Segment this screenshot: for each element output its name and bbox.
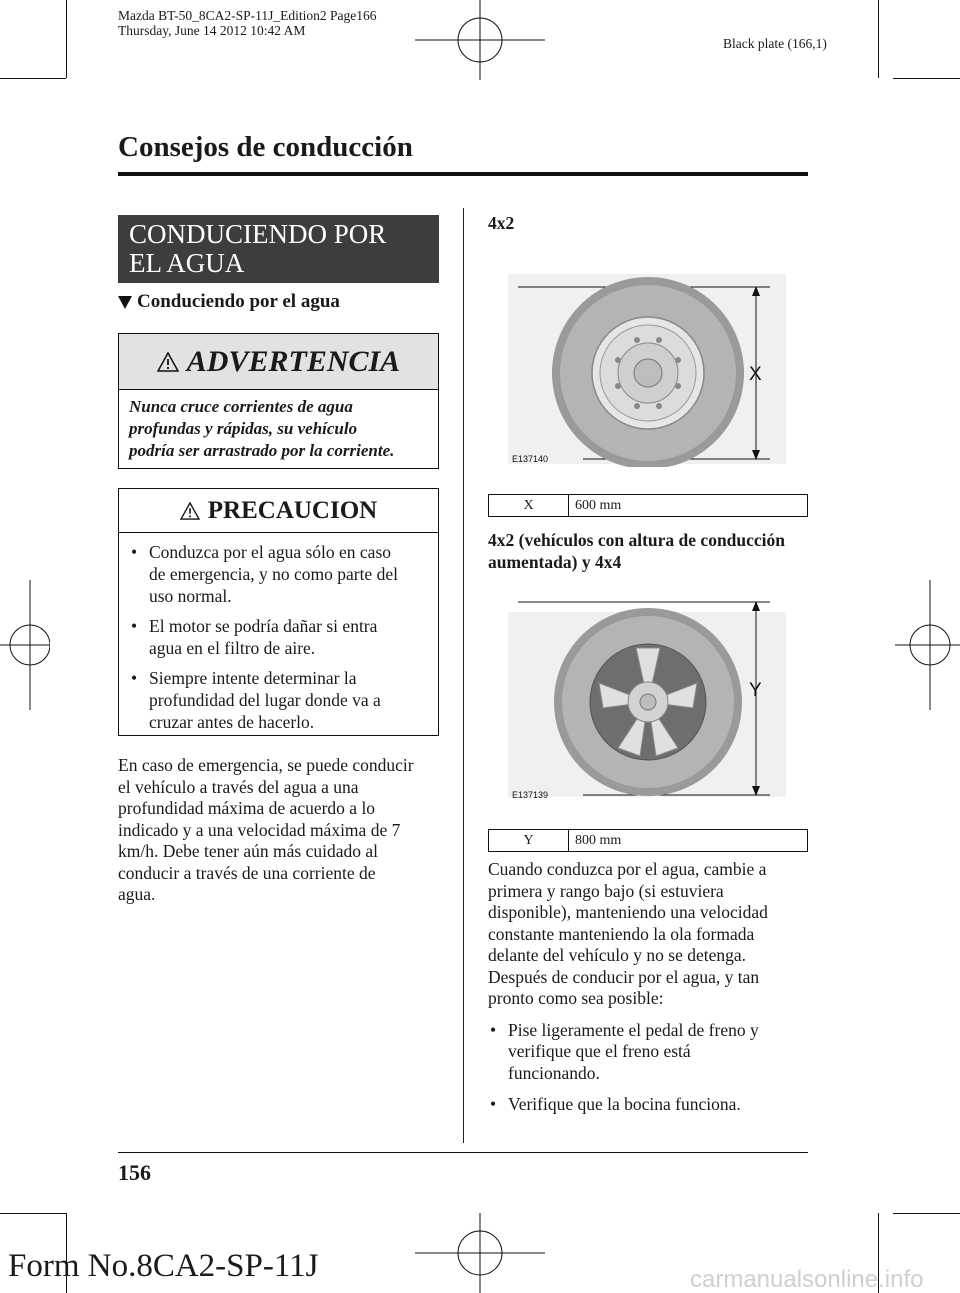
section-rule: [118, 172, 808, 176]
crop-mark: [66, 0, 67, 78]
registration-mark-left: [0, 580, 50, 710]
caution-header: [119, 489, 438, 533]
footer-rule: [118, 1152, 808, 1153]
subheading: [118, 291, 340, 313]
list-item: [131, 541, 430, 607]
figure-2-label-line: 4x2 (vehículos con altura de conducción: [488, 530, 786, 550]
caution-title: PRECAUCION: [207, 496, 378, 524]
paragraph-line: primera y rango bajo (si estuviera: [488, 880, 724, 901]
dimension-y-label: Y: [749, 680, 762, 701]
list-item-line: funcionando.: [508, 1062, 600, 1083]
paragraph-line: Después de conducir por el agua, y tan: [488, 966, 760, 987]
figure-code: E137140: [512, 454, 549, 464]
list-item-line: cruzar antes de hacerlo.: [149, 712, 315, 732]
paragraph-line: indicado y a una velocidad máxima de 7: [118, 819, 401, 840]
file-info: [118, 8, 377, 38]
table-cell-key: X: [489, 495, 569, 517]
list-item-line: verifique que el freno está: [508, 1041, 691, 1061]
paragraph-line: agua.: [118, 884, 156, 904]
page-number: 156: [118, 1160, 151, 1185]
warning-line: Nunca cruce corrientes de agua: [129, 397, 353, 416]
after-water-list: [488, 1020, 810, 1116]
crop-mark: [0, 78, 66, 79]
file-info-line: Thursday, June 14 2012 10:42 AM: [118, 23, 306, 38]
crop-mark: [893, 78, 960, 79]
registration-mark-top: [415, 0, 545, 80]
list-item-line: • El motor se podría dañar si entra: [149, 616, 378, 636]
table-row: [489, 495, 808, 517]
column-divider: [463, 208, 464, 1143]
figure-2-label-line: aumentada) y 4x4: [488, 552, 622, 572]
warning-line: profundas y rápidas, su vehículo: [129, 419, 358, 438]
driving-paragraph: [488, 859, 810, 1116]
list-item-line: • Pise ligeramente el pedal de freno y: [508, 1019, 759, 1040]
list-item-line: agua en el filtro de aire.: [149, 638, 316, 658]
list-item-line: • Conduzca por el agua sólo en caso: [149, 542, 392, 562]
warning-body: [119, 390, 438, 468]
triangle-down-icon: [118, 296, 132, 309]
warning-header: [119, 334, 438, 390]
figure-code: E137139: [512, 790, 549, 800]
caution-triangle-icon: [180, 502, 200, 520]
registration-mark-right: [895, 580, 960, 710]
section-title: Consejos de conducción: [118, 131, 413, 163]
warning-line: podría ser arrastrado por la corriente.: [129, 441, 395, 460]
list-item-line: • Siempre intente determinar la: [149, 668, 357, 688]
dimension-x-label: X: [749, 364, 762, 385]
form-number: Form No.8CA2-SP-11J: [8, 1248, 319, 1284]
paragraph-line: conducir a través de una corriente de: [118, 862, 376, 883]
list-item-line: uso normal.: [149, 586, 232, 606]
main-heading: [118, 215, 439, 283]
warning-box: [118, 333, 439, 469]
list-item: [488, 1020, 810, 1085]
crop-mark: [878, 0, 879, 78]
list-item-line: de emergencia, y no como parte del: [149, 564, 398, 584]
subheading-text: Conduciendo por el agua: [137, 291, 340, 312]
figure-1-label: 4x2: [488, 213, 515, 233]
paragraph-line: Cuando conduzca por el agua, cambie a: [488, 859, 767, 879]
wheel-alloy-figure: [488, 590, 788, 800]
paragraph-line: pronto como sea posible:: [488, 988, 664, 1008]
table-cell-key: Y: [489, 830, 569, 852]
table-cell-value: 800 mm: [569, 830, 808, 852]
watermark: carmanualsonline.info: [690, 1266, 924, 1293]
list-item: [488, 1094, 810, 1116]
crop-mark: [893, 1213, 960, 1214]
list-item: [131, 615, 430, 659]
table-cell-value: 600 mm: [569, 495, 808, 517]
paragraph-line: disponible), manteniendo una velocidad: [488, 902, 768, 922]
main-heading-line: CONDUCIENDO POR: [129, 219, 387, 249]
list-item-line: profundidad del lugar donde va a: [149, 690, 381, 710]
spec-table-x: [488, 494, 808, 517]
wheel-steel-figure: [488, 272, 788, 467]
spec-table-y: [488, 829, 808, 852]
list-item: [131, 667, 430, 733]
registration-mark-bottom: [415, 1213, 545, 1293]
figure-2-label: [488, 529, 818, 573]
paragraph-line: profundidad máxima de acuerdo a lo: [118, 798, 376, 818]
plate-label: Black plate (166,1): [723, 36, 827, 51]
caution-list: [119, 533, 438, 733]
paragraph-line: constante manteniendo la ola formada: [488, 923, 755, 944]
warning-triangle-icon: [157, 352, 179, 372]
list-item-line: • Verifique que la bocina funciona.: [508, 1094, 741, 1114]
caution-box: [118, 488, 439, 736]
paragraph-line: km/h. Debe tener aún más cuidado al: [118, 841, 378, 861]
main-heading-line: EL AGUA: [129, 248, 245, 278]
emergency-paragraph: [118, 755, 440, 906]
crop-mark: [0, 1213, 66, 1214]
table-row: [489, 830, 808, 852]
file-info-line: Mazda BT-50_8CA2-SP-11J_Edition2 Page166: [118, 8, 377, 23]
paragraph-line: el vehículo a través del agua a una: [118, 776, 359, 797]
warning-title: ADVERTENCIA: [186, 344, 401, 378]
paragraph-line: delante del vehículo y no se detenga.: [488, 945, 747, 965]
paragraph-line: En caso de emergencia, se puede conducir: [118, 755, 414, 775]
